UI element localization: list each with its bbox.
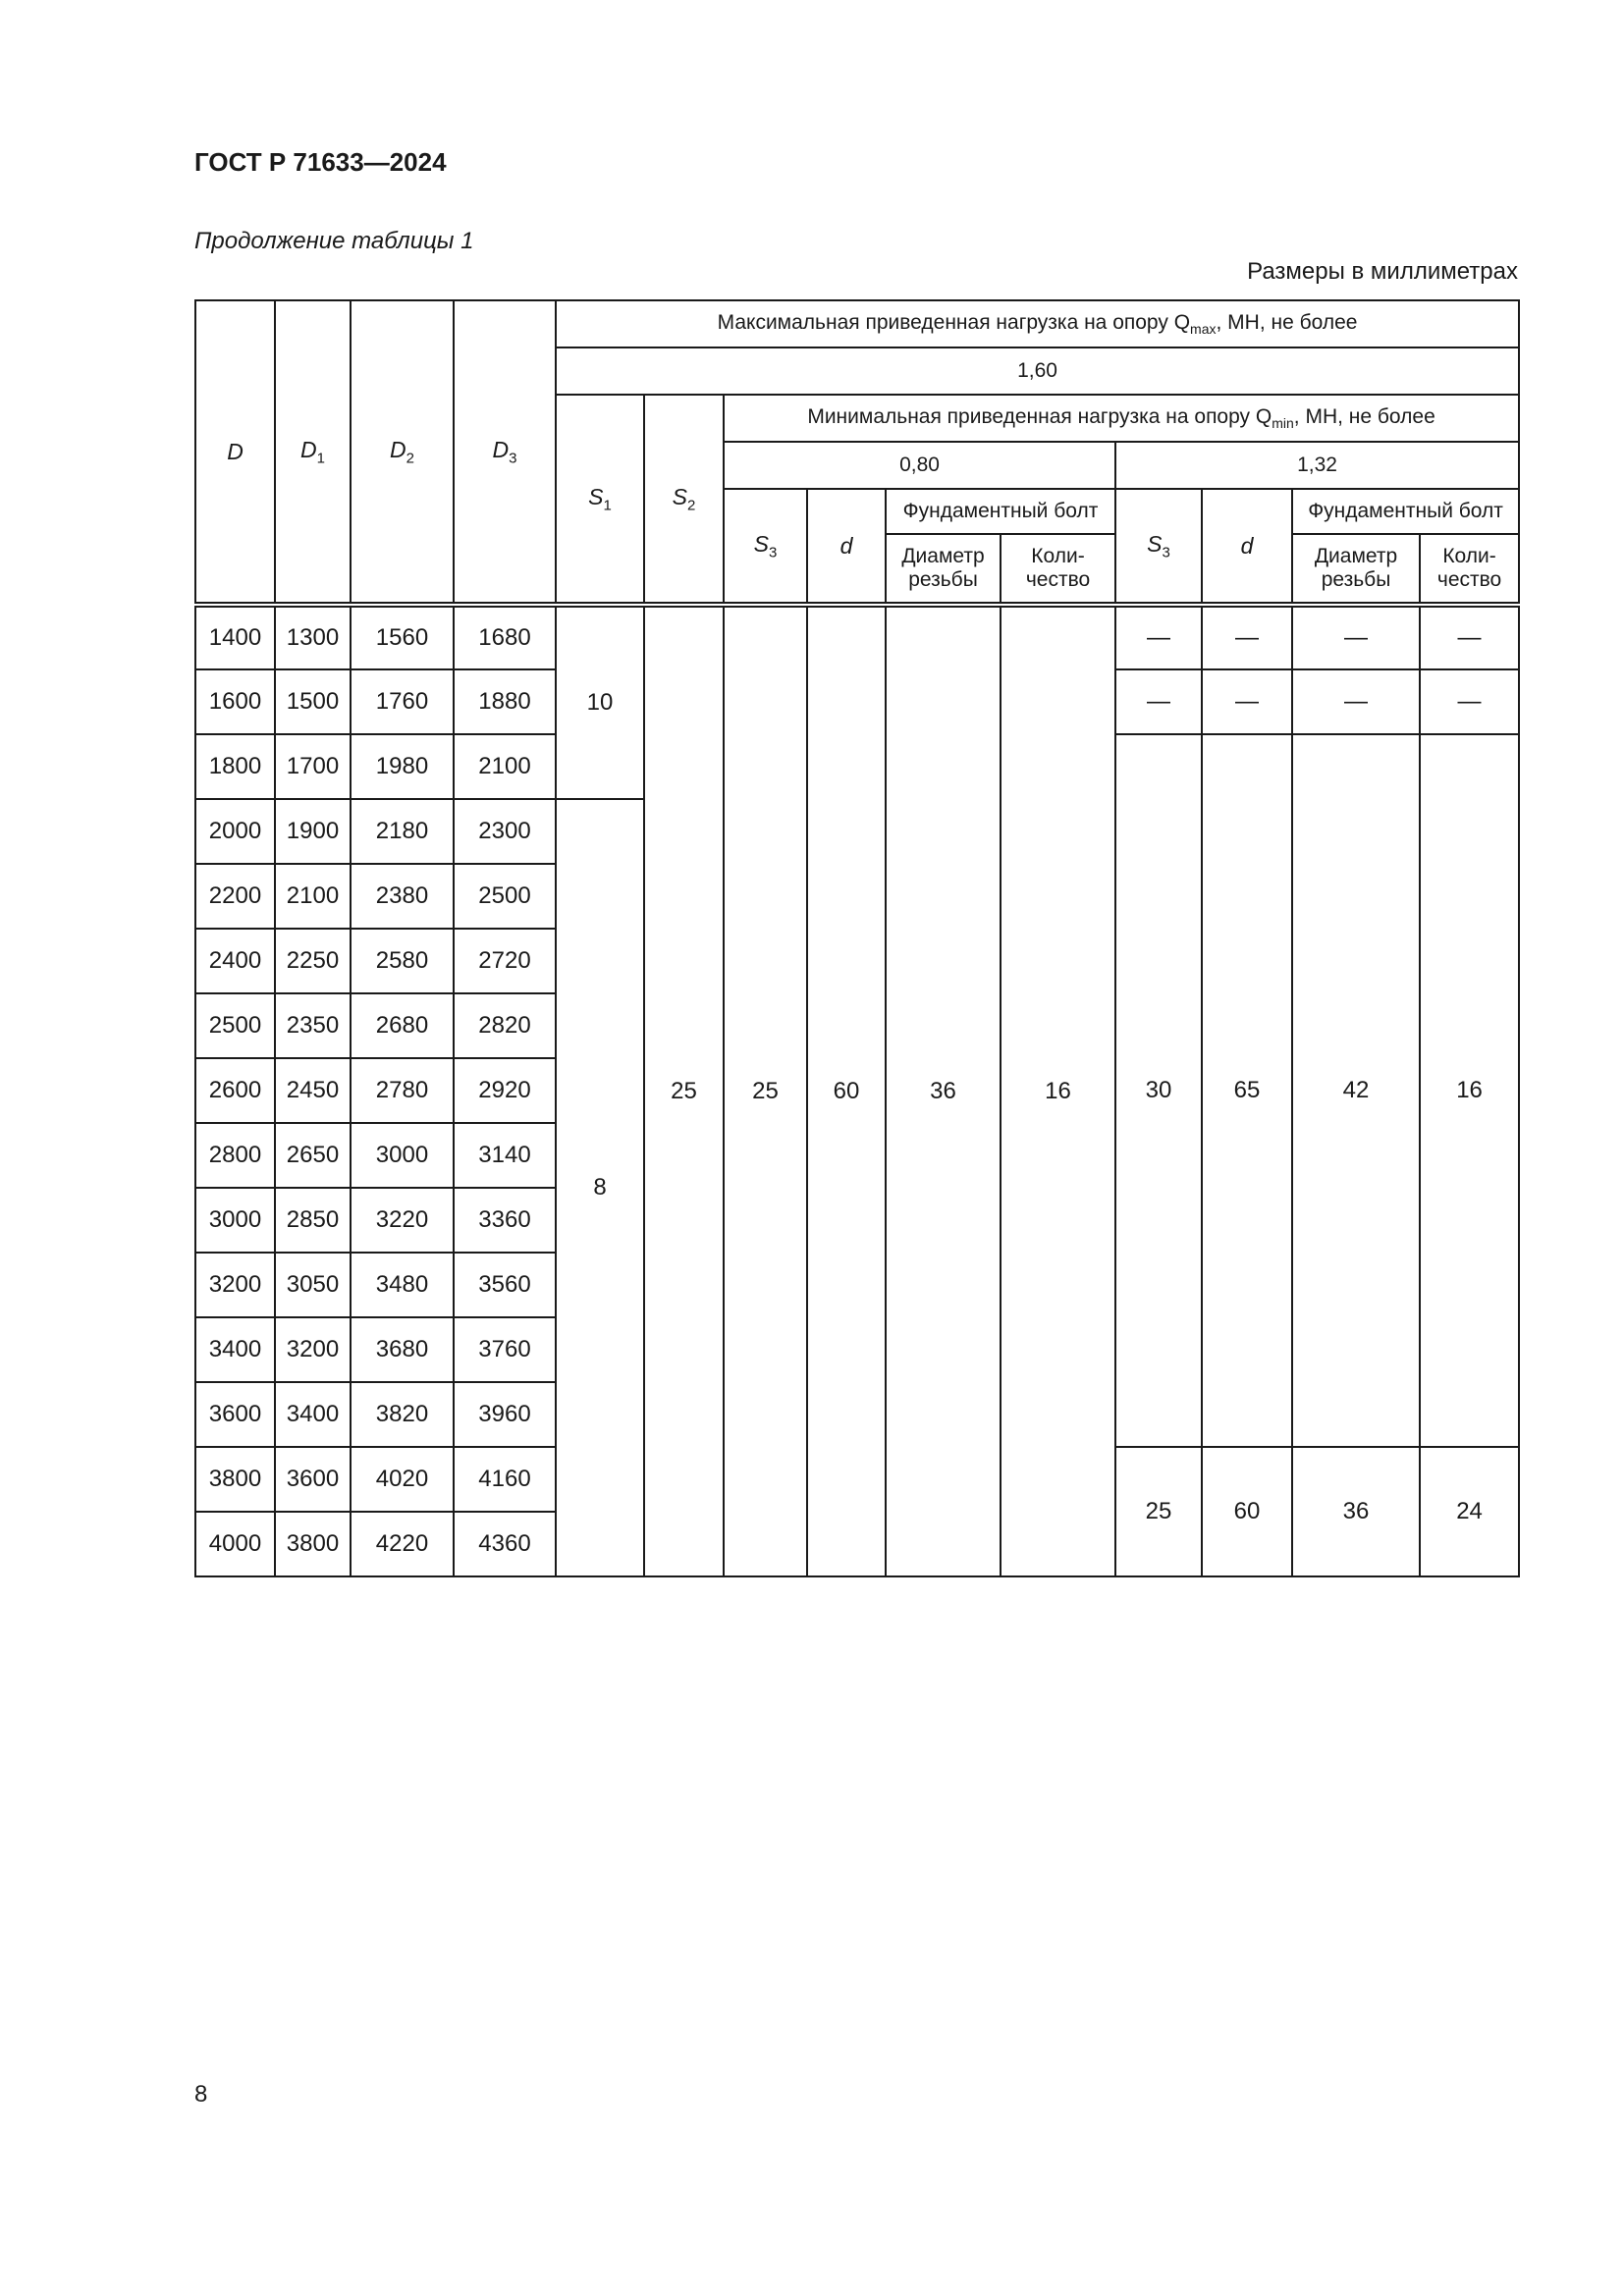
cell-thread-132: 42 xyxy=(1292,734,1420,1447)
cell-d2: 2680 xyxy=(351,993,454,1058)
units-note: Размеры в миллиметрах xyxy=(1247,258,1518,285)
cell-d: 4000 xyxy=(195,1512,275,1576)
cell-d3: 2720 xyxy=(454,929,556,993)
cell-d2: 3220 xyxy=(351,1188,454,1253)
cell-dash: — xyxy=(1115,669,1202,734)
cell-d: 3400 xyxy=(195,1317,275,1382)
cell-s2: 25 xyxy=(644,605,724,1576)
cell-qty-132: 16 xyxy=(1420,734,1519,1447)
cell-d: 3200 xyxy=(195,1253,275,1317)
col-header-d2: $D_2$ xyxy=(351,300,454,605)
cell-d1: 1900 xyxy=(275,799,351,864)
cell-d1: 3400 xyxy=(275,1382,351,1447)
cell-s1-group-b: 8 xyxy=(556,799,644,1576)
page-number: 8 xyxy=(194,2081,208,2108)
cell-d3: 2100 xyxy=(454,734,556,799)
quantity-header-b: Коли-чество xyxy=(1420,534,1519,605)
qmin-value-132: 1,32 xyxy=(1115,442,1519,489)
cell-dash: — xyxy=(1115,605,1202,669)
cell-d: 3600 xyxy=(195,1382,275,1447)
cell-d3: 2920 xyxy=(454,1058,556,1123)
cell-d: 1600 xyxy=(195,669,275,734)
cell-s3-080: 25 xyxy=(724,605,807,1576)
col-header-s1: $S_1$ xyxy=(556,395,644,605)
document-code: ГОСТ Р 71633—2024 xyxy=(194,147,447,177)
cell-d1: 1500 xyxy=(275,669,351,734)
cell-d2: 2180 xyxy=(351,799,454,864)
thread-diameter-header-b: Диаметр резьбы xyxy=(1292,534,1420,605)
cell-d2: 3000 xyxy=(351,1123,454,1188)
cell-d: 1400 xyxy=(195,605,275,669)
cell-d2: 1760 xyxy=(351,669,454,734)
cell-d1: 2450 xyxy=(275,1058,351,1123)
cell-d1: 1700 xyxy=(275,734,351,799)
cell-d2: 3680 xyxy=(351,1317,454,1382)
thread-diameter-header-a: Диаметр резьбы xyxy=(886,534,1001,605)
cell-d: 2200 xyxy=(195,864,275,929)
cell-dash: — xyxy=(1292,605,1420,669)
cell-d3: 1880 xyxy=(454,669,556,734)
cell-s1-group-a: 10 xyxy=(556,605,644,799)
cell-d1: 2650 xyxy=(275,1123,351,1188)
cell-qty-080: 16 xyxy=(1001,605,1115,1576)
cell-d2: 3820 xyxy=(351,1382,454,1447)
cell-d1: 1300 xyxy=(275,605,351,669)
cell-d: 2800 xyxy=(195,1123,275,1188)
cell-d-080: 60 xyxy=(807,605,886,1576)
cell-d: 3800 xyxy=(195,1447,275,1512)
cell-d1: 2850 xyxy=(275,1188,351,1253)
col-header-d-small-a: d xyxy=(807,489,886,605)
cell-d2: 1560 xyxy=(351,605,454,669)
cell-d2: 2780 xyxy=(351,1058,454,1123)
cell-d-132: 65 xyxy=(1202,734,1292,1447)
table-body xyxy=(195,605,1519,1576)
cell-thread-132-last: 36 xyxy=(1292,1447,1420,1576)
cell-d1: 2350 xyxy=(275,993,351,1058)
col-header-d3: $D_3$ xyxy=(454,300,556,605)
bolt-header-a: Фундаментный болт xyxy=(886,489,1115,534)
cell-d3: 3140 xyxy=(454,1123,556,1188)
cell-d1: 3200 xyxy=(275,1317,351,1382)
cell-thread-080: 36 xyxy=(886,605,1001,1576)
table-caption: Продолжение таблицы 1 xyxy=(194,228,474,254)
cell-dash: — xyxy=(1202,669,1292,734)
qmax-header: Максимальная приведенная нагрузка на опору $Q_{max}$, МН, не более xyxy=(556,300,1519,347)
dimensions-table xyxy=(194,299,1520,1577)
cell-d1: 3050 xyxy=(275,1253,351,1317)
col-header-d: D xyxy=(195,300,275,605)
cell-d1: 2250 xyxy=(275,929,351,993)
qmax-value: 1,60 xyxy=(556,347,1519,395)
cell-d1: 3600 xyxy=(275,1447,351,1512)
cell-d: 1800 xyxy=(195,734,275,799)
cell-d3: 3360 xyxy=(454,1188,556,1253)
cell-d3: 2300 xyxy=(454,799,556,864)
cell-d: 2000 xyxy=(195,799,275,864)
table-header xyxy=(195,300,1519,605)
cell-d: 2600 xyxy=(195,1058,275,1123)
dimensions-table-wrapper xyxy=(194,299,1520,1577)
cell-d3: 1680 xyxy=(454,605,556,669)
cell-d2: 3480 xyxy=(351,1253,454,1317)
cell-d3: 3760 xyxy=(454,1317,556,1382)
cell-d1: 3800 xyxy=(275,1512,351,1576)
cell-dash: — xyxy=(1292,669,1420,734)
cell-d2: 2580 xyxy=(351,929,454,993)
cell-d3: 2500 xyxy=(454,864,556,929)
cell-d: 3000 xyxy=(195,1188,275,1253)
cell-d3: 4160 xyxy=(454,1447,556,1512)
cell-d3: 4360 xyxy=(454,1512,556,1576)
cell-dash: — xyxy=(1420,605,1519,669)
cell-qty-132-last: 24 xyxy=(1420,1447,1519,1576)
cell-d2: 1980 xyxy=(351,734,454,799)
cell-d: 2400 xyxy=(195,929,275,993)
col-header-s3-b: $S_3$ xyxy=(1115,489,1202,605)
cell-d-132-last: 60 xyxy=(1202,1447,1292,1576)
cell-d: 2500 xyxy=(195,993,275,1058)
bolt-header-b: Фундаментный болт xyxy=(1292,489,1519,534)
cell-d2: 2380 xyxy=(351,864,454,929)
cell-d3: 2820 xyxy=(454,993,556,1058)
cell-d3: 3560 xyxy=(454,1253,556,1317)
cell-d2: 4220 xyxy=(351,1512,454,1576)
qmin-header: Минимальная приведенная нагрузка на опору $Q_{min}$, МН, не более xyxy=(724,395,1519,442)
col-header-s2: $S_2$ xyxy=(644,395,724,605)
cell-dash: — xyxy=(1202,605,1292,669)
cell-d3: 3960 xyxy=(454,1382,556,1447)
cell-d2: 4020 xyxy=(351,1447,454,1512)
table-row xyxy=(195,605,1519,669)
cell-d1: 2100 xyxy=(275,864,351,929)
cell-s3-132-last: 25 xyxy=(1115,1447,1202,1576)
col-header-d1: $D_1$ xyxy=(275,300,351,605)
cell-s3-132: 30 xyxy=(1115,734,1202,1447)
quantity-header-a: Коли-чество xyxy=(1001,534,1115,605)
col-header-d-small-b: d xyxy=(1202,489,1292,605)
qmin-value-080: 0,80 xyxy=(724,442,1115,489)
cell-dash: — xyxy=(1420,669,1519,734)
col-header-s3-a: $S_3$ xyxy=(724,489,807,605)
